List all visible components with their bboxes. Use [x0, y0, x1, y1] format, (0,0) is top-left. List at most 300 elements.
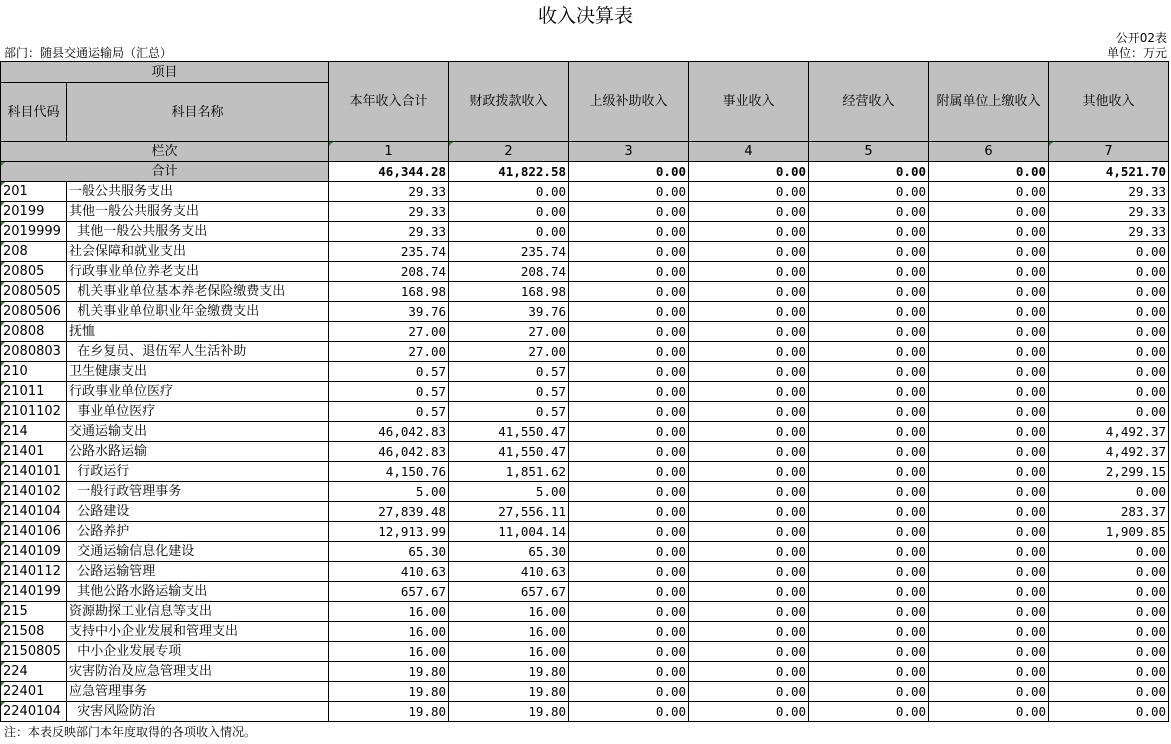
cell-col-2: 657.67 — [449, 582, 569, 602]
subject-code: 2150805 — [1, 642, 67, 662]
subject-code: 2101102 — [1, 402, 67, 422]
cell-col-7: 0.00 — [1049, 342, 1169, 362]
table-row — [1, 522, 1169, 542]
subject-code: 2140112 — [1, 562, 67, 582]
cell-col-7: 0.00 — [1049, 282, 1169, 302]
cell-col-6: 0.00 — [929, 302, 1049, 322]
header-col-6: 附属单位上缴收入 — [929, 62, 1049, 142]
subject-name: 其他公路水路运输支出 — [67, 582, 329, 602]
cell-col-5: 0.00 — [809, 262, 929, 282]
subject-name: 公路运输管理 — [67, 562, 329, 582]
cell-col-1: 0.57 — [329, 402, 449, 422]
col-number-1: 1 — [329, 142, 449, 162]
cell-col-6: 0.00 — [929, 542, 1049, 562]
subject-code: 2140109 — [1, 542, 67, 562]
cell-col-2: 27,556.11 — [449, 502, 569, 522]
cell-col-2: 11,004.14 — [449, 522, 569, 542]
subject-name: 支持中小企业发展和管理支出 — [67, 622, 329, 642]
table-row — [1, 582, 1169, 602]
cell-col-2: 208.74 — [449, 262, 569, 282]
subject-code: 201 — [1, 182, 67, 202]
cell-col-1: 16.00 — [329, 622, 449, 642]
cell-col-5: 0.00 — [809, 322, 929, 342]
cell-col-7: 0.00 — [1049, 602, 1169, 622]
cell-col-4: 0.00 — [689, 602, 809, 622]
cell-col-2: 168.98 — [449, 282, 569, 302]
cell-col-6: 0.00 — [929, 222, 1049, 242]
table-row — [1, 182, 1169, 202]
cell-col-5: 0.00 — [809, 402, 929, 422]
cell-col-5: 0.00 — [809, 362, 929, 382]
subject-code: 2140106 — [1, 522, 67, 542]
cell-col-3: 0.00 — [569, 602, 689, 622]
cell-col-6: 0.00 — [929, 362, 1049, 382]
cell-col-7: 0.00 — [1049, 642, 1169, 662]
total-row — [1, 162, 1169, 182]
cell-col-4: 0.00 — [689, 322, 809, 342]
cell-col-5: 0.00 — [809, 602, 929, 622]
cell-col-6: 0.00 — [929, 662, 1049, 682]
cell-col-5: 0.00 — [809, 442, 929, 462]
cell-col-7: 0.00 — [1049, 582, 1169, 602]
cell-col-7: 0.00 — [1049, 402, 1169, 422]
cell-col-1: 16.00 — [329, 602, 449, 622]
cell-col-2: 27.00 — [449, 342, 569, 362]
cell-col-7: 0.00 — [1049, 702, 1169, 722]
cell-col-1: 27.00 — [329, 322, 449, 342]
cell-col-6: 0.00 — [929, 502, 1049, 522]
subject-code: 2140102 — [1, 482, 67, 502]
cell-col-3: 0.00 — [569, 322, 689, 342]
cell-col-6: 0.00 — [929, 522, 1049, 542]
cell-col-2: 19.80 — [449, 682, 569, 702]
cell-col-3: 0.00 — [569, 542, 689, 562]
cell-col-6: 0.00 — [929, 322, 1049, 342]
cell-col-2: 16.00 — [449, 602, 569, 622]
cell-col-6: 0.00 — [929, 582, 1049, 602]
table-row — [1, 442, 1169, 462]
cell-col-3: 0.00 — [569, 202, 689, 222]
cell-col-1: 0.57 — [329, 362, 449, 382]
cell-col-1: 19.80 — [329, 662, 449, 682]
cell-col-7: 0.00 — [1049, 562, 1169, 582]
cell-col-3: 0.00 — [569, 422, 689, 442]
subject-name: 中小企业发展专项 — [67, 642, 329, 662]
cell-col-7: 0.00 — [1049, 302, 1169, 322]
table-row — [1, 382, 1169, 402]
cell-col-1: 168.98 — [329, 282, 449, 302]
cell-col-2: 41,550.47 — [449, 442, 569, 462]
cell-col-1: 65.30 — [329, 542, 449, 562]
subject-code: 2140104 — [1, 502, 67, 522]
cell-col-4: 0.00 — [689, 462, 809, 482]
cell-col-4: 0.00 — [689, 402, 809, 422]
header-col-4: 事业收入 — [689, 62, 809, 142]
total-value: 0.00 — [689, 162, 809, 182]
table-row — [1, 642, 1169, 662]
cell-col-6: 0.00 — [929, 182, 1049, 202]
subject-name: 灾害防治及应急管理支出 — [67, 662, 329, 682]
subject-name: 机关事业单位职业年金缴费支出 — [67, 302, 329, 322]
cell-col-1: 235.74 — [329, 242, 449, 262]
cell-col-6: 0.00 — [929, 402, 1049, 422]
cell-col-4: 0.00 — [689, 282, 809, 302]
total-value: 0.00 — [569, 162, 689, 182]
subject-name: 行政事业单位养老支出 — [67, 262, 329, 282]
cell-col-7: 29.33 — [1049, 222, 1169, 242]
cell-col-5: 0.00 — [809, 242, 929, 262]
cell-col-3: 0.00 — [569, 402, 689, 422]
cell-col-7: 0.00 — [1049, 622, 1169, 642]
table-row — [1, 322, 1169, 342]
col-number-3: 3 — [569, 142, 689, 162]
total-label: 合计 — [1, 162, 329, 182]
cell-col-4: 0.00 — [689, 682, 809, 702]
subject-name: 公路建设 — [67, 502, 329, 522]
cell-col-4: 0.00 — [689, 702, 809, 722]
cell-col-6: 0.00 — [929, 242, 1049, 262]
cell-col-7: 1,909.85 — [1049, 522, 1169, 542]
table-row — [1, 462, 1169, 482]
subject-name: 其他一般公共服务支出 — [67, 202, 329, 222]
subject-name: 公路养护 — [67, 522, 329, 542]
cell-col-1: 12,913.99 — [329, 522, 449, 542]
table-row — [1, 622, 1169, 642]
cell-col-4: 0.00 — [689, 562, 809, 582]
cell-col-1: 208.74 — [329, 262, 449, 282]
cell-col-4: 0.00 — [689, 422, 809, 442]
cell-col-4: 0.00 — [689, 442, 809, 462]
table-row — [1, 302, 1169, 322]
cell-col-2: 5.00 — [449, 482, 569, 502]
cell-col-7: 2,299.15 — [1049, 462, 1169, 482]
cell-col-4: 0.00 — [689, 522, 809, 542]
header-col-7: 其他收入 — [1049, 62, 1169, 142]
subject-name: 行政事业单位医疗 — [67, 382, 329, 402]
subject-name: 交通运输信息化建设 — [67, 542, 329, 562]
cell-col-6: 0.00 — [929, 602, 1049, 622]
cell-col-4: 0.00 — [689, 182, 809, 202]
total-value: 46,344.28 — [329, 162, 449, 182]
cell-col-3: 0.00 — [569, 662, 689, 682]
cell-col-2: 0.00 — [449, 202, 569, 222]
subject-code: 2080803 — [1, 342, 67, 362]
table-row — [1, 262, 1169, 282]
cell-col-1: 39.76 — [329, 302, 449, 322]
subject-name: 一般公共服务支出 — [67, 182, 329, 202]
cell-col-2: 27.00 — [449, 322, 569, 342]
cell-col-5: 0.00 — [809, 622, 929, 642]
income-table — [0, 61, 1169, 722]
cell-col-3: 0.00 — [569, 362, 689, 382]
subject-code: 21401 — [1, 442, 67, 462]
cell-col-5: 0.00 — [809, 562, 929, 582]
subject-code: 224 — [1, 662, 67, 682]
table-row — [1, 662, 1169, 682]
cell-col-5: 0.00 — [809, 462, 929, 482]
header-row-label: 栏次 — [1, 142, 329, 162]
cell-col-2: 16.00 — [449, 622, 569, 642]
table-row — [1, 222, 1169, 242]
cell-col-4: 0.00 — [689, 642, 809, 662]
cell-col-1: 46,042.83 — [329, 442, 449, 462]
header-col-1: 本年收入合计 — [329, 62, 449, 142]
cell-col-3: 0.00 — [569, 302, 689, 322]
subject-code: 20808 — [1, 322, 67, 342]
cell-col-4: 0.00 — [689, 222, 809, 242]
total-value: 0.00 — [929, 162, 1049, 182]
header-row-project — [1, 62, 1169, 83]
table-row — [1, 202, 1169, 222]
cell-col-5: 0.00 — [809, 382, 929, 402]
cell-col-3: 0.00 — [569, 522, 689, 542]
total-value: 4,521.70 — [1049, 162, 1169, 182]
cell-col-4: 0.00 — [689, 362, 809, 382]
header-col-2: 财政拨款收入 — [449, 62, 569, 142]
cell-col-2: 16.00 — [449, 642, 569, 662]
subject-name: 抚恤 — [67, 322, 329, 342]
cell-col-1: 46,042.83 — [329, 422, 449, 442]
cell-col-4: 0.00 — [689, 482, 809, 502]
col-number-2: 2 — [449, 142, 569, 162]
cell-col-4: 0.00 — [689, 622, 809, 642]
cell-col-6: 0.00 — [929, 202, 1049, 222]
subject-name: 社会保障和就业支出 — [67, 242, 329, 262]
cell-col-3: 0.00 — [569, 682, 689, 702]
cell-col-6: 0.00 — [929, 342, 1049, 362]
table-row — [1, 702, 1169, 722]
cell-col-5: 0.00 — [809, 202, 929, 222]
subject-code: 21508 — [1, 622, 67, 642]
table-row — [1, 482, 1169, 502]
cell-col-3: 0.00 — [569, 222, 689, 242]
cell-col-3: 0.00 — [569, 502, 689, 522]
table-row — [1, 362, 1169, 382]
cell-col-2: 19.80 — [449, 702, 569, 722]
cell-col-2: 1,851.62 — [449, 462, 569, 482]
subject-code: 2080506 — [1, 302, 67, 322]
cell-col-1: 29.33 — [329, 182, 449, 202]
department-label: 部门：随县交通运输局（汇总） — [4, 46, 173, 60]
header-project: 项目 — [1, 62, 329, 83]
cell-col-3: 0.00 — [569, 382, 689, 402]
subject-code: 2080505 — [1, 282, 67, 302]
header-name: 科目名称 — [67, 83, 329, 142]
cell-col-1: 19.80 — [329, 702, 449, 722]
cell-col-2: 19.80 — [449, 662, 569, 682]
cell-col-3: 0.00 — [569, 642, 689, 662]
cell-col-3: 0.00 — [569, 182, 689, 202]
cell-col-7: 29.33 — [1049, 202, 1169, 222]
subject-code: 210 — [1, 362, 67, 382]
report-title: 收入决算表 — [537, 5, 633, 27]
cell-col-1: 5.00 — [329, 482, 449, 502]
cell-col-2: 0.57 — [449, 382, 569, 402]
cell-col-7: 0.00 — [1049, 662, 1169, 682]
col-number-7: 7 — [1049, 142, 1169, 162]
cell-col-7: 0.00 — [1049, 262, 1169, 282]
cell-col-3: 0.00 — [569, 462, 689, 482]
subject-name: 在乡复员、退伍军人生活补助 — [67, 342, 329, 362]
cell-col-2: 0.57 — [449, 402, 569, 422]
cell-col-4: 0.00 — [689, 582, 809, 602]
cell-col-3: 0.00 — [569, 482, 689, 502]
cell-col-4: 0.00 — [689, 202, 809, 222]
subject-code: 208 — [1, 242, 67, 262]
table-row — [1, 602, 1169, 622]
cell-col-7: 0.00 — [1049, 482, 1169, 502]
subject-code: 2240104 — [1, 702, 67, 722]
subject-name: 资源勘探工业信息等支出 — [67, 602, 329, 622]
col-number-6: 6 — [929, 142, 1049, 162]
cell-col-5: 0.00 — [809, 342, 929, 362]
subject-name: 公路水路运输 — [67, 442, 329, 462]
table-row — [1, 282, 1169, 302]
cell-col-6: 0.00 — [929, 562, 1049, 582]
total-value: 41,822.58 — [449, 162, 569, 182]
cell-col-4: 0.00 — [689, 542, 809, 562]
cell-col-6: 0.00 — [929, 422, 1049, 442]
cell-col-4: 0.00 — [689, 302, 809, 322]
subject-name: 机关事业单位基本养老保险缴费支出 — [67, 282, 329, 302]
subject-code: 20199 — [1, 202, 67, 222]
cell-col-3: 0.00 — [569, 582, 689, 602]
cell-col-5: 0.00 — [809, 682, 929, 702]
cell-col-7: 0.00 — [1049, 322, 1169, 342]
cell-col-2: 39.76 — [449, 302, 569, 322]
subject-code: 21011 — [1, 382, 67, 402]
cell-col-4: 0.00 — [689, 382, 809, 402]
cell-col-2: 41,550.47 — [449, 422, 569, 442]
cell-col-5: 0.00 — [809, 282, 929, 302]
subject-name: 卫生健康支出 — [67, 362, 329, 382]
table-row — [1, 682, 1169, 702]
cell-col-3: 0.00 — [569, 242, 689, 262]
cell-col-6: 0.00 — [929, 642, 1049, 662]
subject-code: 2140101 — [1, 462, 67, 482]
cell-col-6: 0.00 — [929, 482, 1049, 502]
cell-col-6: 0.00 — [929, 282, 1049, 302]
subject-name: 事业单位医疗 — [67, 402, 329, 422]
form-number: 公开02表 — [1115, 31, 1167, 45]
cell-col-7: 0.00 — [1049, 382, 1169, 402]
cell-col-5: 0.00 — [809, 302, 929, 322]
cell-col-1: 27.00 — [329, 342, 449, 362]
table-row — [1, 422, 1169, 442]
subject-name: 灾害风险防治 — [67, 702, 329, 722]
col-number-5: 5 — [809, 142, 929, 162]
subject-code: 2140199 — [1, 582, 67, 602]
cell-col-1: 16.00 — [329, 642, 449, 662]
cell-col-5: 0.00 — [809, 642, 929, 662]
subject-name: 交通运输支出 — [67, 422, 329, 442]
cell-col-6: 0.00 — [929, 262, 1049, 282]
cell-col-7: 0.00 — [1049, 362, 1169, 382]
cell-col-1: 0.57 — [329, 382, 449, 402]
table-row — [1, 342, 1169, 362]
subject-name: 其他一般公共服务支出 — [67, 222, 329, 242]
cell-col-4: 0.00 — [689, 662, 809, 682]
cell-col-5: 0.00 — [809, 662, 929, 682]
cell-col-2: 65.30 — [449, 542, 569, 562]
cell-col-5: 0.00 — [809, 582, 929, 602]
cell-col-3: 0.00 — [569, 282, 689, 302]
cell-col-7: 0.00 — [1049, 542, 1169, 562]
header-col-5: 经营收入 — [809, 62, 929, 142]
table-row — [1, 562, 1169, 582]
cell-col-6: 0.00 — [929, 462, 1049, 482]
cell-col-6: 0.00 — [929, 682, 1049, 702]
subject-code: 215 — [1, 602, 67, 622]
cell-col-6: 0.00 — [929, 442, 1049, 462]
cell-col-4: 0.00 — [689, 242, 809, 262]
col-number-4: 4 — [689, 142, 809, 162]
cell-col-7: 0.00 — [1049, 242, 1169, 262]
cell-col-1: 4,150.76 — [329, 462, 449, 482]
cell-col-3: 0.00 — [569, 562, 689, 582]
cell-col-7: 4,492.37 — [1049, 422, 1169, 442]
cell-col-1: 29.33 — [329, 202, 449, 222]
cell-col-5: 0.00 — [809, 542, 929, 562]
cell-col-2: 0.00 — [449, 182, 569, 202]
cell-col-7: 283.37 — [1049, 502, 1169, 522]
subject-name: 行政运行 — [67, 462, 329, 482]
subject-name: 应急管理事务 — [67, 682, 329, 702]
subject-code: 214 — [1, 422, 67, 442]
unit-label: 单位：万元 — [1106, 46, 1167, 60]
cell-col-5: 0.00 — [809, 702, 929, 722]
cell-col-3: 0.00 — [569, 442, 689, 462]
cell-col-5: 0.00 — [809, 422, 929, 442]
cell-col-5: 0.00 — [809, 222, 929, 242]
cell-col-1: 29.33 — [329, 222, 449, 242]
cell-col-6: 0.00 — [929, 382, 1049, 402]
cell-col-6: 0.00 — [929, 622, 1049, 642]
table-row — [1, 542, 1169, 562]
cell-col-2: 0.00 — [449, 222, 569, 242]
subject-code: 2019999 — [1, 222, 67, 242]
total-value: 0.00 — [809, 162, 929, 182]
cell-col-1: 657.67 — [329, 582, 449, 602]
cell-col-7: 29.33 — [1049, 182, 1169, 202]
cell-col-5: 0.00 — [809, 482, 929, 502]
header-code: 科目代码 — [1, 83, 67, 142]
cell-col-2: 410.63 — [449, 562, 569, 582]
cell-col-6: 0.00 — [929, 702, 1049, 722]
cell-col-7: 0.00 — [1049, 682, 1169, 702]
cell-col-2: 235.74 — [449, 242, 569, 262]
cell-col-4: 0.00 — [689, 502, 809, 522]
cell-col-3: 0.00 — [569, 262, 689, 282]
cell-col-7: 4,492.37 — [1049, 442, 1169, 462]
cell-col-1: 19.80 — [329, 682, 449, 702]
header-row-numbers — [1, 142, 1169, 162]
cell-col-5: 0.00 — [809, 502, 929, 522]
cell-col-1: 27,839.48 — [329, 502, 449, 522]
cell-col-5: 0.00 — [809, 522, 929, 542]
cell-col-2: 0.57 — [449, 362, 569, 382]
table-row — [1, 502, 1169, 522]
cell-col-5: 0.00 — [809, 182, 929, 202]
cell-col-3: 0.00 — [569, 342, 689, 362]
cell-col-1: 410.63 — [329, 562, 449, 582]
cell-col-3: 0.00 — [569, 622, 689, 642]
subject-code: 22401 — [1, 682, 67, 702]
cell-col-4: 0.00 — [689, 342, 809, 362]
table-row — [1, 402, 1169, 422]
cell-col-3: 0.00 — [569, 702, 689, 722]
footnote: 注：本表反映部门本年度取得的各项收入情况。 — [4, 725, 257, 739]
